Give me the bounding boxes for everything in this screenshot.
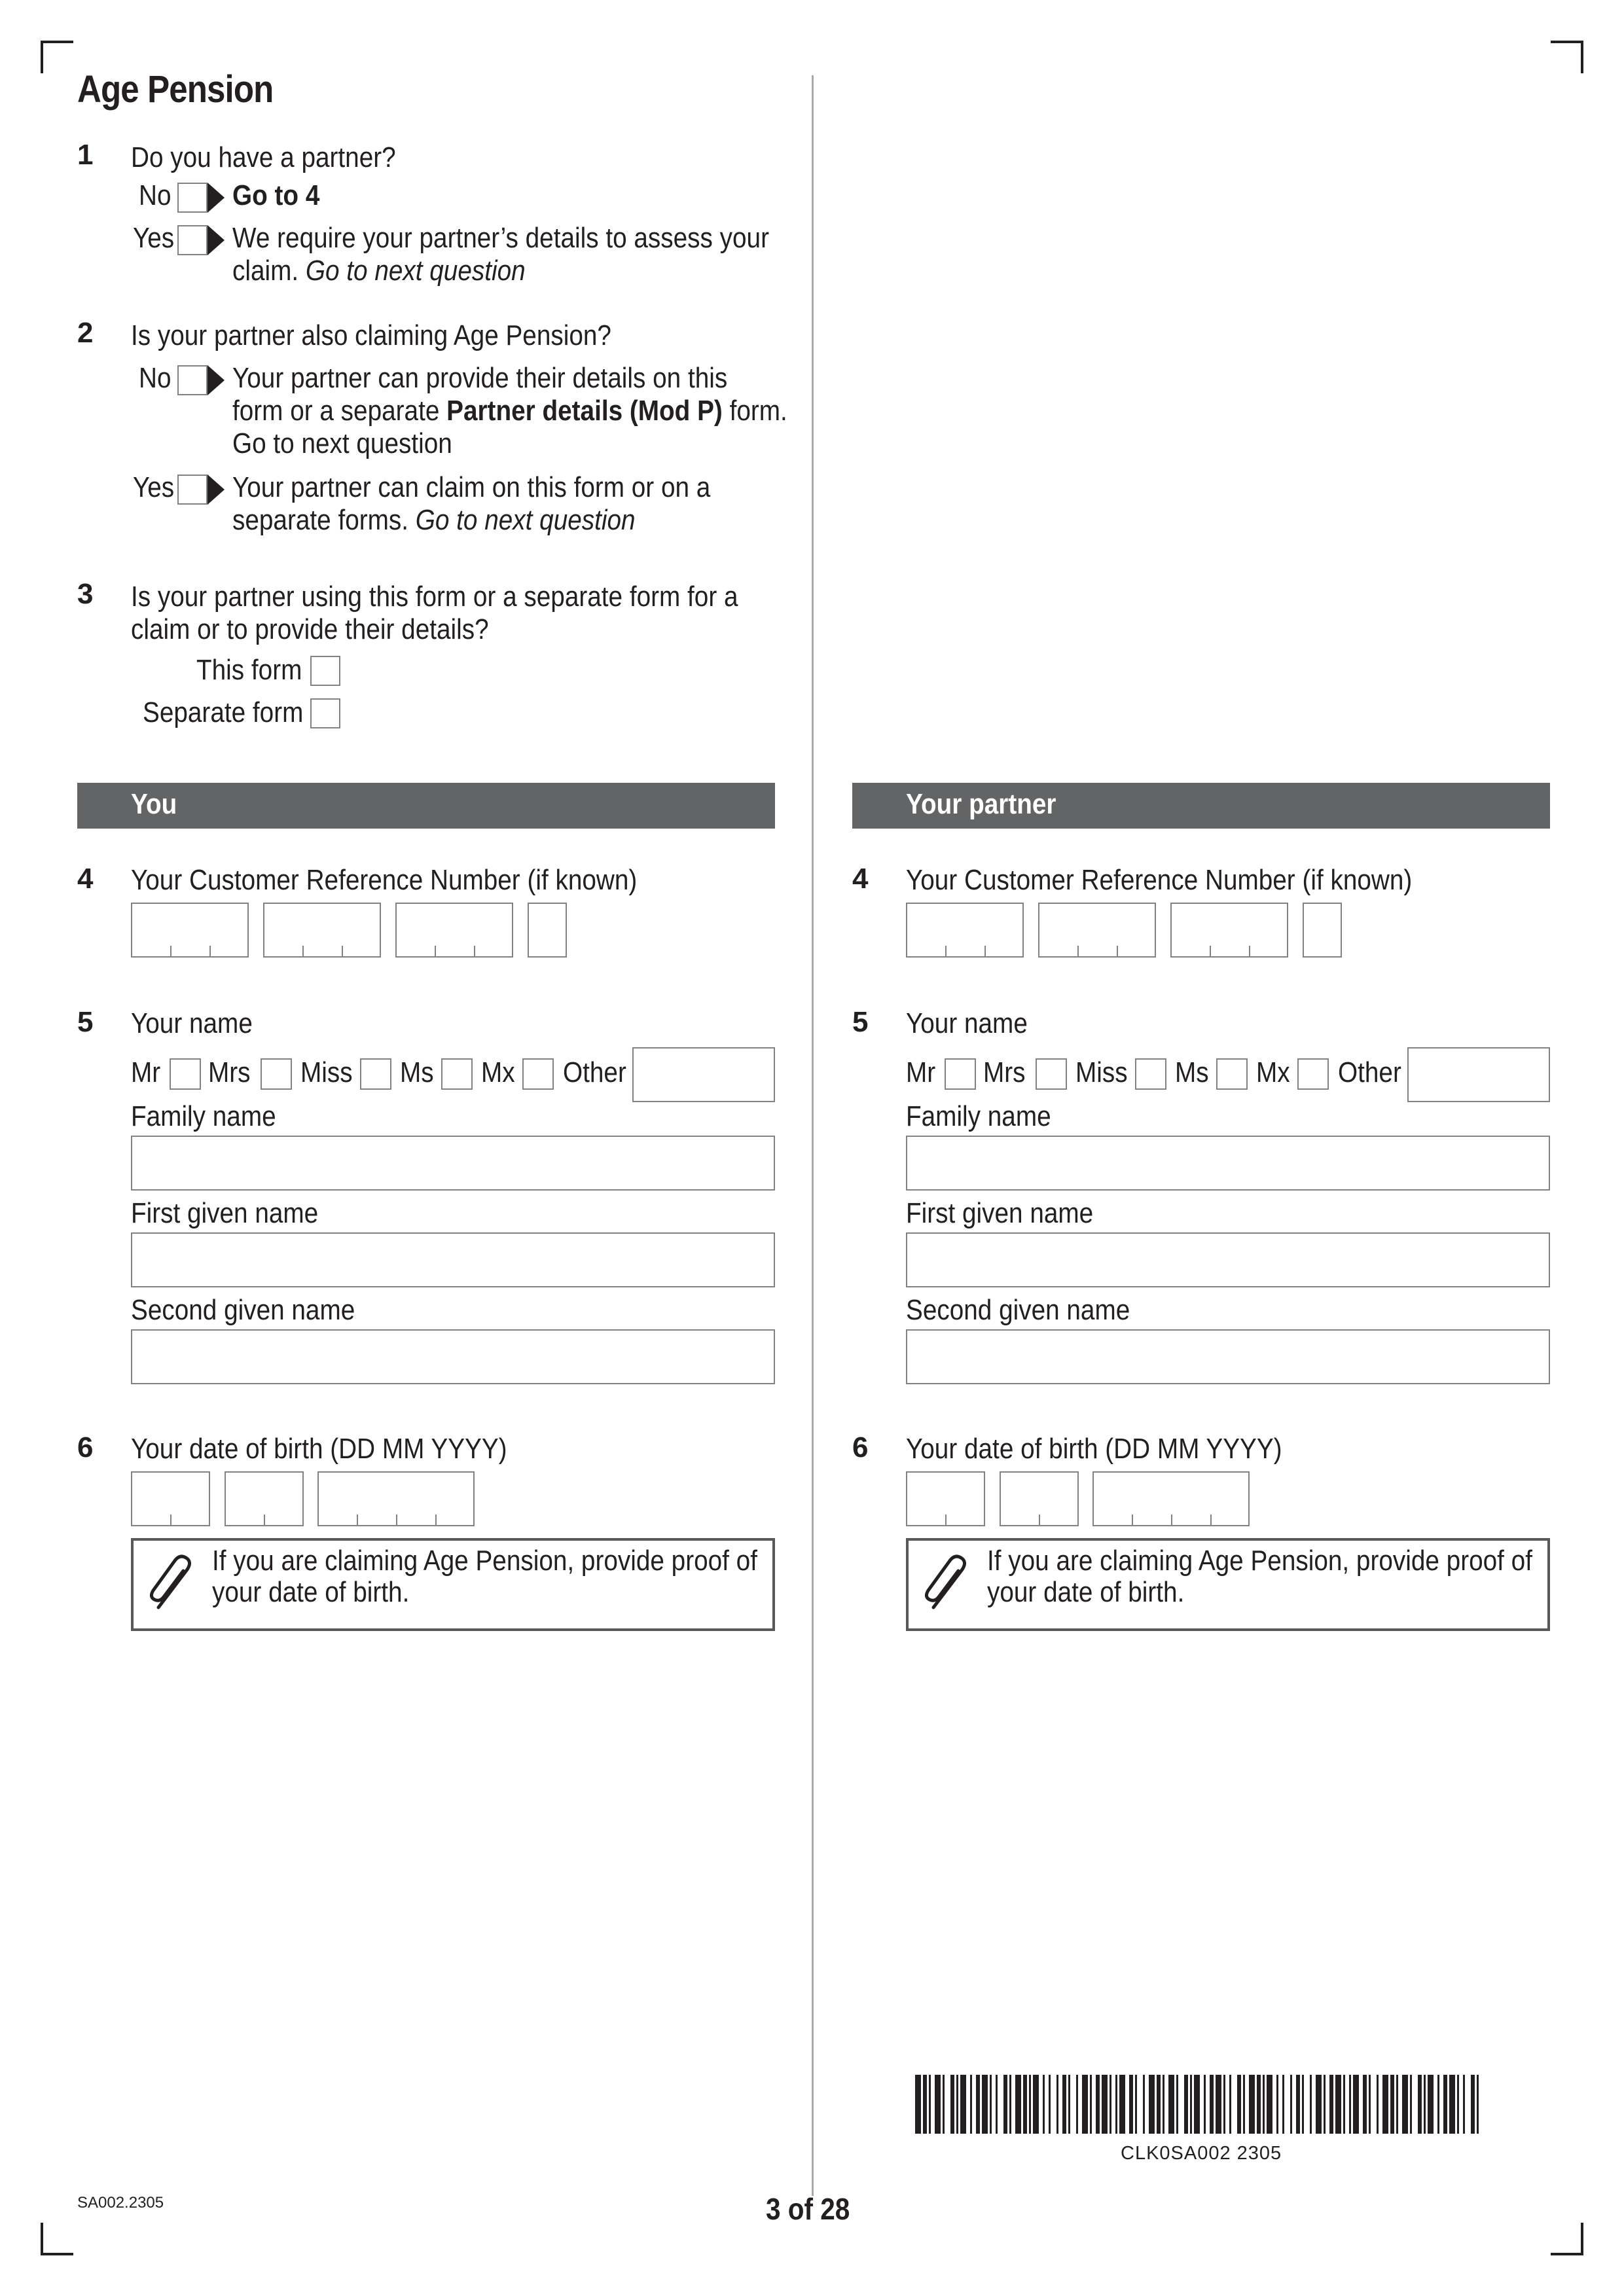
you-title-mrs-label: Mrs bbox=[208, 1056, 251, 1088]
partner-q4-number: 4 bbox=[852, 863, 869, 895]
q2-no-text-line1: Your partner can provide their details on this bbox=[232, 362, 728, 394]
crop-mark-bottom-right bbox=[1551, 2223, 1583, 2255]
go-to-arrow-icon bbox=[208, 183, 225, 213]
you-q5-number: 5 bbox=[77, 1006, 94, 1038]
column-divider bbox=[812, 75, 814, 2196]
partner-title-miss-checkbox[interactable] bbox=[1135, 1058, 1166, 1090]
you-crn-field-4[interactable] bbox=[528, 903, 567, 958]
go-to-arrow-icon bbox=[208, 475, 225, 505]
partner-crn-field-1[interactable] bbox=[906, 903, 1024, 958]
you-q4-number: 4 bbox=[77, 863, 94, 895]
q2-no-text-line3: Go to next question bbox=[232, 427, 452, 459]
partner-crn-field-2[interactable] bbox=[1038, 903, 1156, 958]
partner-first-given-field[interactable] bbox=[906, 1232, 1550, 1287]
q1-number: 1 bbox=[77, 139, 94, 171]
you-title-mrs-checkbox[interactable] bbox=[261, 1058, 292, 1090]
you-second-given-label: Second given name bbox=[131, 1294, 355, 1326]
partner-q4-label: Your Customer Reference Number (if known) bbox=[906, 864, 1413, 896]
you-title-ms-checkbox[interactable] bbox=[441, 1058, 473, 1090]
q3-separate-form-checkbox[interactable] bbox=[310, 698, 340, 728]
partner-title-other-label: Other bbox=[1338, 1056, 1401, 1088]
partner-second-given-label: Second given name bbox=[906, 1294, 1130, 1326]
partner-title-ms-checkbox[interactable] bbox=[1216, 1058, 1248, 1090]
partner-dob-year-field[interactable] bbox=[1092, 1471, 1250, 1526]
q2-no-label: No bbox=[139, 362, 171, 394]
you-title-mr-checkbox[interactable] bbox=[170, 1058, 201, 1090]
you-title-mr-label: Mr bbox=[131, 1056, 161, 1088]
you-title-miss-checkbox[interactable] bbox=[360, 1058, 391, 1090]
q2-question: Is your partner also claiming Age Pension? bbox=[131, 319, 611, 351]
q1-no-label: No bbox=[139, 179, 171, 211]
you-second-given-field[interactable] bbox=[131, 1329, 775, 1384]
you-family-name-field[interactable] bbox=[131, 1136, 775, 1191]
you-dob-month-field[interactable] bbox=[225, 1471, 304, 1526]
partner-proof-note bbox=[906, 1538, 1550, 1631]
paperclip-icon bbox=[920, 1550, 977, 1615]
q3-option-this-form: This form bbox=[196, 654, 302, 686]
partner-title-mrs-label: Mrs bbox=[983, 1056, 1026, 1088]
q2-yes-checkbox[interactable] bbox=[177, 475, 208, 505]
you-crn-field-1[interactable] bbox=[131, 903, 249, 958]
you-family-name-label: Family name bbox=[131, 1100, 276, 1132]
q3-question-line1: Is your partner using this form or a separate form for a bbox=[131, 581, 738, 613]
q1-question: Do you have a partner? bbox=[131, 141, 396, 173]
partner-title-mx-label: Mx bbox=[1256, 1056, 1290, 1088]
crop-mark-top-left bbox=[41, 41, 73, 73]
partner-dob-day-field[interactable] bbox=[906, 1471, 985, 1526]
q3-this-form-checkbox[interactable] bbox=[310, 656, 340, 686]
barcode bbox=[915, 2075, 1485, 2134]
q2-no-checkbox[interactable] bbox=[177, 365, 208, 395]
q1-yes-checkbox[interactable] bbox=[177, 225, 208, 255]
you-first-given-field[interactable] bbox=[131, 1232, 775, 1287]
partner-title-other-field[interactable] bbox=[1407, 1047, 1550, 1102]
q3-number: 3 bbox=[77, 578, 94, 610]
you-crn-field-2[interactable] bbox=[263, 903, 381, 958]
you-q6-number: 6 bbox=[77, 1431, 94, 1463]
partner-title-mx-checkbox[interactable] bbox=[1297, 1058, 1329, 1090]
q3-option-separate-form: Separate form bbox=[143, 696, 304, 728]
section-header-partner: Your partner bbox=[852, 783, 1550, 829]
go-to-arrow-icon bbox=[208, 365, 225, 395]
page-title: Age Pension bbox=[77, 68, 274, 111]
q1-yes-text-line1: We require your partner’s details to assess your bbox=[232, 222, 769, 254]
partner-title-ms-label: Ms bbox=[1175, 1056, 1209, 1088]
q2-no-text-line2: form or a separate Partner details (Mod P) form. bbox=[232, 395, 787, 427]
you-q6-label: Your date of birth (DD MM YYYY) bbox=[131, 1433, 507, 1465]
q1-no-action: Go to 4 bbox=[232, 179, 320, 211]
barcode-caption: CLK0SA002 2305 bbox=[1121, 2143, 1282, 2164]
you-title-miss-label: Miss bbox=[300, 1056, 353, 1088]
partner-q6-label: Your date of birth (DD MM YYYY) bbox=[906, 1433, 1282, 1465]
q2-number: 2 bbox=[77, 317, 94, 349]
q1-yes-text-line2: claim. Go to next question bbox=[232, 255, 526, 287]
partner-family-name-field[interactable] bbox=[906, 1136, 1550, 1191]
you-crn-field-3[interactable] bbox=[395, 903, 513, 958]
partner-first-given-label: First given name bbox=[906, 1197, 1094, 1229]
you-note-line2: your date of birth. bbox=[212, 1576, 410, 1608]
you-note-line1: If you are claiming Age Pension, provide proof of bbox=[212, 1545, 757, 1577]
partner-family-name-label: Family name bbox=[906, 1100, 1051, 1132]
crop-mark-bottom-left bbox=[41, 2223, 73, 2255]
q2-yes-text-line2: separate forms. Go to next question bbox=[232, 504, 636, 536]
go-to-arrow-icon bbox=[208, 225, 225, 255]
partner-q6-number: 6 bbox=[852, 1431, 869, 1463]
q2-yes-label: Yes bbox=[133, 471, 175, 503]
you-q4-label: Your Customer Reference Number (if known) bbox=[131, 864, 638, 896]
you-title-mx-label: Mx bbox=[481, 1056, 515, 1088]
paperclip-icon bbox=[145, 1550, 202, 1615]
q3-question-line2: claim or to provide their details? bbox=[131, 613, 489, 645]
you-first-given-label: First given name bbox=[131, 1197, 319, 1229]
q1-no-checkbox[interactable] bbox=[177, 183, 208, 213]
you-q5-label: Your name bbox=[131, 1007, 253, 1039]
partner-title-miss-label: Miss bbox=[1075, 1056, 1128, 1088]
crop-mark-top-right bbox=[1551, 41, 1583, 73]
you-dob-day-field[interactable] bbox=[131, 1471, 210, 1526]
form-code: SA002.2305 bbox=[77, 2194, 164, 2212]
q2-yes-text-line1: Your partner can claim on this form or on a bbox=[232, 471, 711, 503]
partner-title-mrs-checkbox[interactable] bbox=[1036, 1058, 1067, 1090]
partner-title-mr-checkbox[interactable] bbox=[945, 1058, 976, 1090]
partner-title-mr-label: Mr bbox=[906, 1056, 936, 1088]
partner-crn-field-4[interactable] bbox=[1303, 903, 1342, 958]
you-title-ms-label: Ms bbox=[400, 1056, 434, 1088]
you-title-other-field[interactable] bbox=[632, 1047, 775, 1102]
partner-note-line2: your date of birth. bbox=[987, 1576, 1185, 1608]
q1-yes-label: Yes bbox=[133, 222, 175, 254]
partner-q5-label: Your name bbox=[906, 1007, 1028, 1039]
section-header-you: You bbox=[77, 783, 775, 829]
partner-second-given-field[interactable] bbox=[906, 1329, 1550, 1384]
you-title-mx-checkbox[interactable] bbox=[522, 1058, 554, 1090]
partner-dob-month-field[interactable] bbox=[1000, 1471, 1079, 1526]
partner-note-line1: If you are claiming Age Pension, provide proof of bbox=[987, 1545, 1532, 1577]
you-title-other-label: Other bbox=[563, 1056, 626, 1088]
partner-q5-number: 5 bbox=[852, 1006, 869, 1038]
page-number: 3 of 28 bbox=[766, 2192, 850, 2226]
partner-crn-field-3[interactable] bbox=[1170, 903, 1288, 958]
you-dob-year-field[interactable] bbox=[317, 1471, 475, 1526]
you-proof-note bbox=[131, 1538, 775, 1631]
